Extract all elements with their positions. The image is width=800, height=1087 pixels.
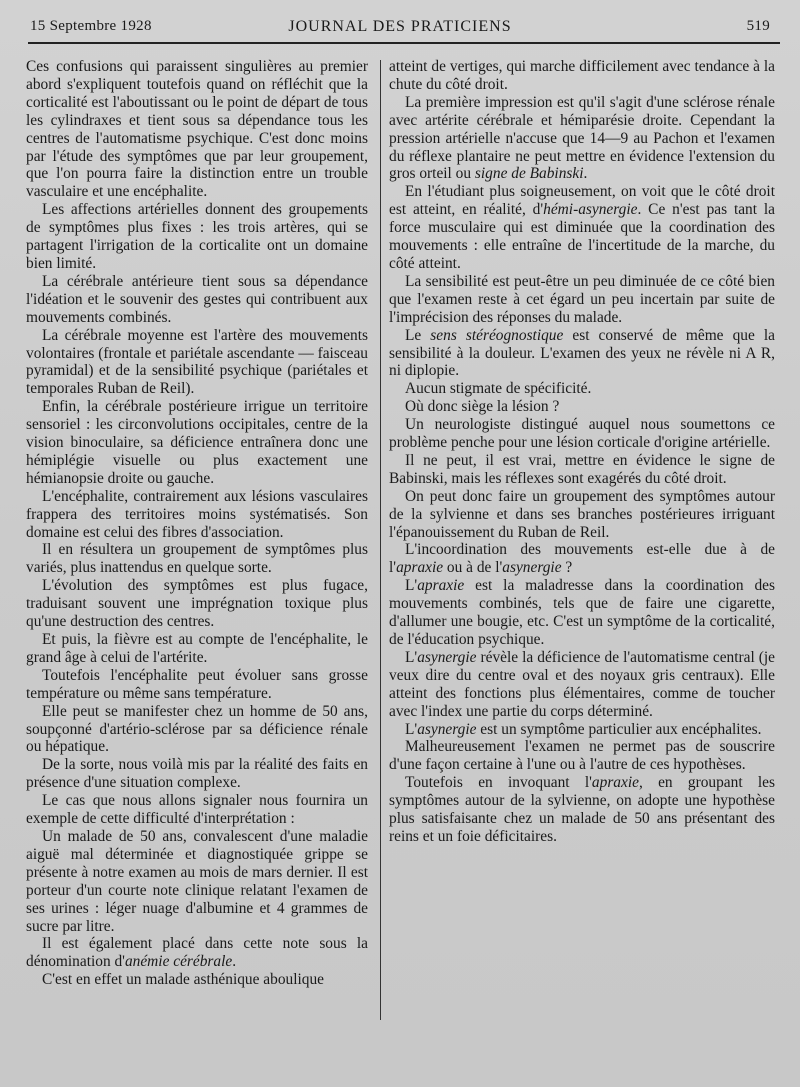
italic-term: anémie cérébrale	[124, 953, 233, 971]
italic-term: hémi-asynergie	[543, 201, 638, 219]
text-run: Où donc siège la lésion ?	[405, 398, 560, 416]
paragraph	[26, 703, 368, 757]
italic-term: apraxie	[396, 559, 444, 577]
paragraph	[389, 273, 775, 327]
paragraph	[389, 416, 775, 452]
text-run: est un symptôme particulier aux encéphalites.	[476, 720, 762, 738]
text-run: La cérébrale antérieure tient sous sa dépendance l'idéation et le souvenir des gestes qui contribuent aux mouvements combinés.	[26, 272, 368, 326]
text-run: De la sorte, nous voilà mis par la réalité des faits en présence d'une situation complexe.	[26, 756, 368, 792]
text-run: .	[232, 953, 237, 971]
text-run: L'encéphalite, contrairement aux lésions vasculaires frappera des territoires moins systématisés. Son domaine est celui des fibres d'association.	[26, 487, 368, 541]
issue-date: 15 Septembre 1928	[30, 18, 152, 34]
italic-term: asynergie	[417, 720, 477, 738]
paragraph	[389, 327, 775, 381]
page-number: 519	[746, 18, 770, 34]
paragraph	[26, 971, 368, 989]
paragraph	[389, 577, 775, 649]
text-run: .	[583, 165, 588, 183]
text-run: atteint de vertiges, qui marche difficilement avec tendance à la chute du côté droit.	[389, 58, 775, 93]
italic-term: signe de Babinski	[474, 165, 584, 183]
paragraph	[26, 935, 368, 971]
text-run: On peut donc faire un groupement des symptômes autour de la sylvienne et dans ses branches postérieures irriguant l'épanouissement du Ruban de Reil.	[389, 487, 775, 541]
paragraph	[389, 398, 775, 416]
text-run: Le	[405, 326, 431, 344]
text-run: Aucun stigmate de spécificité.	[405, 380, 592, 398]
paragraph	[389, 774, 775, 846]
paragraph	[26, 327, 368, 399]
text-run: Toutefois en invoquant l'	[405, 774, 592, 792]
text-run: Enfin, la cérébrale postérieure irrigue un territoire sensoriel : les circonvolutions occipitales, centre de la vision binoculaire, sa déficience entraînera donc une hémiplégie visuelle ou plus exactement une hémianopsie droite ou gauche.	[26, 398, 368, 487]
text-run: La cérébrale moyenne est l'artère des mouvements volontaires (frontale et pariétale ascendante — faisceau pyramidal) et de la sensibilité psychique (pariétales et temporales Ruban de Reil).	[26, 326, 368, 398]
paragraph	[26, 58, 368, 201]
text-run: L'	[405, 648, 418, 666]
italic-term: asynergie	[502, 559, 562, 577]
italic-term: asynergie	[417, 648, 477, 666]
page-header	[30, 18, 770, 40]
text-run: . Ce n'est pas tant la force musculaire qui est diminuée que la coordination des mouvements : elle entraîne de l'incertitude de la marche, du côté atteint.	[389, 201, 775, 272]
text-run: révèle la déficience de l'automatisme central (je veux dire du centre oval et des noyaux gris centraux). Elle atteint des fonctions plus élémentaires, comme de toucher avec l'index une partie du corps déterminé.	[389, 648, 775, 720]
paragraph	[389, 183, 775, 273]
paragraph	[26, 631, 368, 667]
italic-term: sens stéréognostique	[430, 326, 564, 344]
text-run: Malheureusement l'examen ne permet pas de souscrire d'une façon certaine à l'une ou à l'autre de ces hypothèses.	[389, 738, 775, 774]
text-run: Toutefois l'encéphalite peut évoluer sans grosse température ou même sans température.	[26, 666, 368, 702]
text-run: ou à de l'	[443, 559, 503, 577]
paragraph	[389, 380, 775, 398]
text-run: ?	[561, 559, 573, 577]
paragraph	[389, 58, 775, 94]
text-run: L'évolution des symptômes est plus fugace, traduisant souvent une imprégnation toxique plus qu'une destruction des centres.	[26, 577, 368, 631]
header-rule	[28, 42, 780, 44]
paragraph	[389, 541, 775, 577]
text-run: Elle peut se manifester chez un homme de 50 ans, soupçonné d'artério-sclérose par sa déficience rénale ou hépatique.	[26, 702, 368, 756]
paragraph	[389, 488, 775, 542]
text-run: Et puis, la fièvre est au compte de l'encéphalite, le grand âge à celui de l'artérite.	[26, 631, 368, 666]
text-run: Un malade de 50 ans, convalescent d'une maladie aiguë mal déterminée et diagnostiquée grippe se présente à notre examen au mois de mars dernier. Il est porteur d'un courte note clinique relatant l'examen de ses urines : léger nuage d'albumine et 4 grammes de sucre par litre.	[26, 827, 368, 935]
text-run: La sensibilité est peut-être un peu diminuée de ce côté bien que l'examen reste à cet égard un peu incertain par suite de l'imprécision des réponses du malade.	[389, 272, 775, 326]
text-run: Il en résultera un groupement de symptômes plus variés, plus inattendus en quelque sorte.	[26, 541, 368, 577]
paragraph	[26, 756, 368, 792]
italic-term: apraxie	[417, 577, 465, 595]
paragraph	[26, 541, 368, 577]
paragraph	[389, 649, 775, 721]
text-run: , en groupant les symptômes autour de la sylvienne, on adopte une hypothèse plus satisfaisante chez un malade de 50 ans présentant des reins et un foie déficitaires.	[389, 774, 775, 845]
column-divider	[380, 60, 381, 1020]
paragraph	[26, 828, 368, 935]
text-run: Il ne peut, il est vrai, mettre en évidence le signe de Babinski, mais les réflexes sont exagérés du côté droit.	[389, 451, 775, 487]
text-run: La première impression est qu'il s'agit d'une sclérose rénale avec artérite cérébrale et hémiparésie droite. Cependant la pression artérielle n'accuse que 14—9 au Pachon et l'examen du réflexe plantaire ne peut mettre en évidence l'extension du gros orteil ou	[389, 93, 775, 183]
paragraph	[26, 667, 368, 703]
text-run: Le cas que nous allons signaler nous fournira un exemple de cette difficulté d'interprétation :	[26, 792, 368, 828]
text-run: est la maladresse dans la coordination des mouvements combinés, tels que de faire une cigarette, d'allumer une bougie, etc. C'est un symptôme de la corticalité, de l'éducation psychique.	[389, 577, 775, 648]
text-run: Ces confusions qui paraissent singulières au premier abord s'expliquent toutefois quand on réfléchit que la corticalité est l'aboutissant ou le point de départ de tous les cylindraxes et tient sous sa dépendance tous les centres de l'automatisme psychique. C'est donc moins par l'étude des symptômes que par leur groupement, que l'on pourra faire la distinction entre un trouble vasculaire et une encéphalite.	[26, 58, 368, 201]
paragraph	[26, 792, 368, 828]
paragraph	[389, 452, 775, 488]
text-run: Il est également placé dans cette note sous la dénomination d'	[26, 935, 368, 971]
paragraph	[26, 201, 368, 273]
journal-title: JOURNAL DES PRATICIENS	[288, 18, 512, 35]
paragraph	[389, 738, 775, 774]
paragraph	[26, 488, 368, 542]
text-run: C'est en effet un malade asthénique aboulique	[42, 971, 324, 989]
text-run: L'	[405, 577, 418, 595]
text-run: L'	[405, 720, 418, 738]
text-run: Un neurologiste distingué auquel nous soumettons ce problème penche pour une lésion corticale d'origine artérielle.	[389, 416, 775, 452]
paragraph	[26, 577, 368, 631]
paragraph	[389, 94, 775, 184]
text-run: est conservé de même que la sensibilité à la douleur. L'examen des yeux ne révèle ni A R, ni diplopie.	[389, 326, 775, 380]
paragraph	[26, 398, 368, 488]
paragraph	[389, 721, 775, 739]
text-run: L'incoordination des mouvements est-elle due à de l'	[389, 541, 775, 577]
left-column	[26, 58, 368, 989]
text-run: En l'étudiant plus soigneusement, on voit que le côté droit est atteint, en réalité, d'	[389, 183, 775, 219]
italic-term: apraxie	[591, 774, 639, 792]
paragraph	[26, 273, 368, 327]
text-run: Les affections artérielles donnent des groupements de symptômes plus fixes : les trois artères, qui se partagent l'irrigation de la corticalite ont un domaine bien limité.	[26, 201, 368, 272]
right-column	[389, 58, 775, 846]
